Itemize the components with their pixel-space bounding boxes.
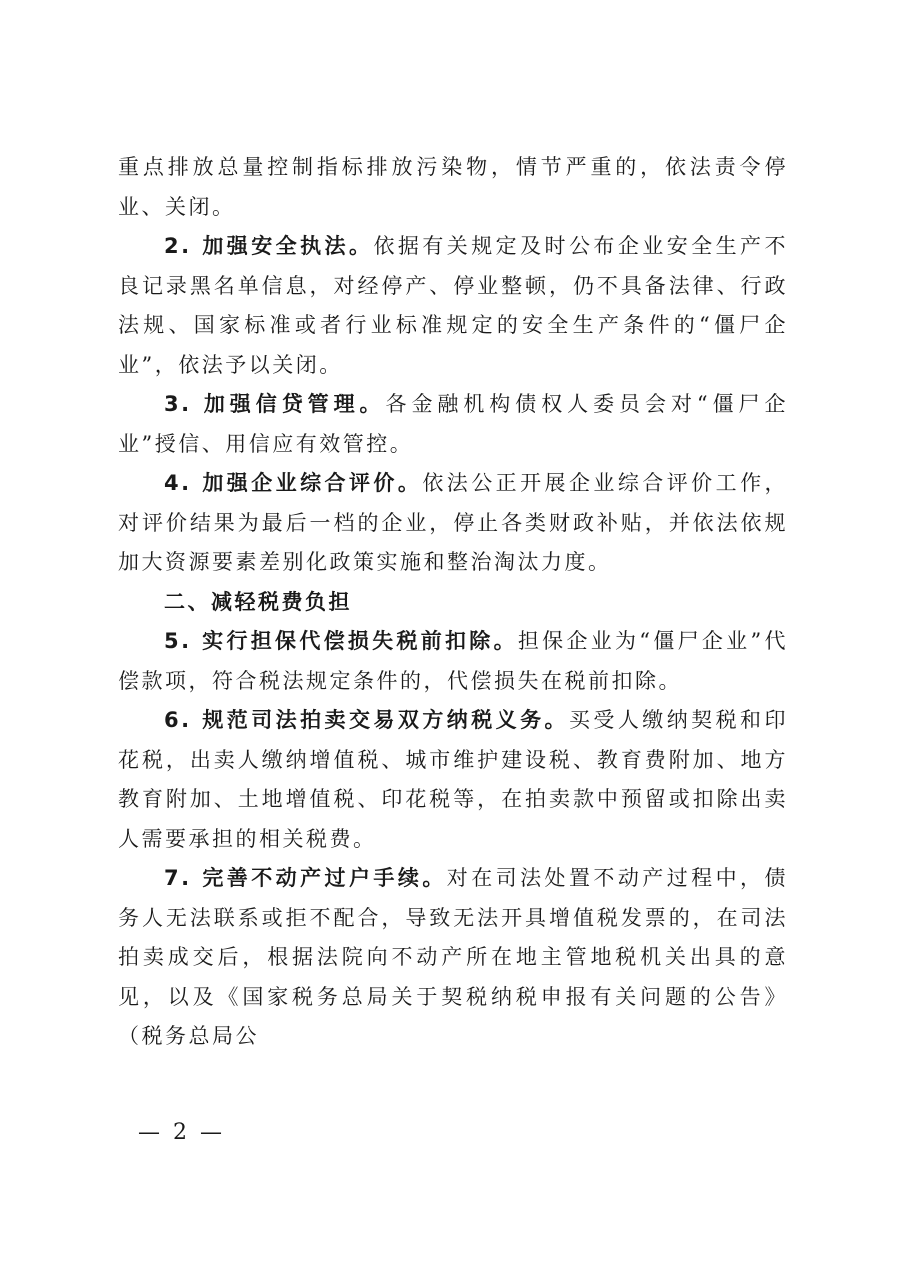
paragraph-text: 重点排放总量控制指标排放污染物，情节严重的，依法责令停业、关闭。 <box>118 155 788 219</box>
section-heading: 二、减轻税费负担 <box>164 589 352 614</box>
paragraph-lead: 5. 实行担保代偿损失税前扣除。 <box>164 629 518 653</box>
paragraph-3 <box>118 385 788 464</box>
paragraph-4 <box>118 464 788 583</box>
paragraph-text: 依据有关规定及时公布企业安全生产不良记录黑名单信息，对经停产、停业整顿，仍不具备法律、行政法规、国家标准或者行业标准规定的安全生产条件的“僵尸企业”，依法予以关闭。 <box>118 234 788 377</box>
paragraph-lead: 4. 加强企业综合评价。 <box>164 471 423 495</box>
body-text <box>118 148 788 1057</box>
paragraph-text: 买受人缴纳契税和印花税，出卖人缴纳增值税、城市维护建设税、教育费附加、地方教育附加、土地增值税、印花税等，在拍卖款中预留或扣除出卖人需要承担的相关税费。 <box>118 708 788 851</box>
page-number: — 2 — <box>138 1120 225 1145</box>
paragraph-lead: 3. 加强信贷管理。 <box>164 392 386 416</box>
paragraph-7 <box>118 859 788 1057</box>
paragraph-lead: 7. 完善不动产过户手续。 <box>164 866 447 890</box>
paragraph-lead: 2. 加强安全执法。 <box>164 234 374 258</box>
paragraph-continuation <box>118 148 788 227</box>
paragraph-text: 依法公正开展企业综合评价工作，对评价结果为最后一档的企业，停止各类财政补贴，并依法依规加大资源要素差别化政策实施和整治淘汰力度。 <box>118 471 789 574</box>
paragraph-5 <box>118 622 788 701</box>
paragraph-text: 担保企业为“僵尸企业”代偿款项，符合税法规定条件的，代偿损失在税前扣除。 <box>118 629 788 693</box>
paragraph-2 <box>118 227 788 385</box>
paragraph-lead: 6. 规范司法拍卖交易双方纳税义务。 <box>164 708 569 732</box>
paragraph-text: 各金融机构债权人委员会对“僵尸企业”授信、用信应有效管控。 <box>118 392 788 456</box>
paragraph-6 <box>118 701 788 859</box>
paragraph-text: 对在司法处置不动产过程中，债务人无法联系或拒不配合，导致无法开具增值税发票的，在司法拍卖成交后，根据法院向不动产所在地主管地税机关出具的意见，以及《国家税务总局关于契税纳税申报有关问题的公告》（税务总局公 <box>118 866 789 1048</box>
